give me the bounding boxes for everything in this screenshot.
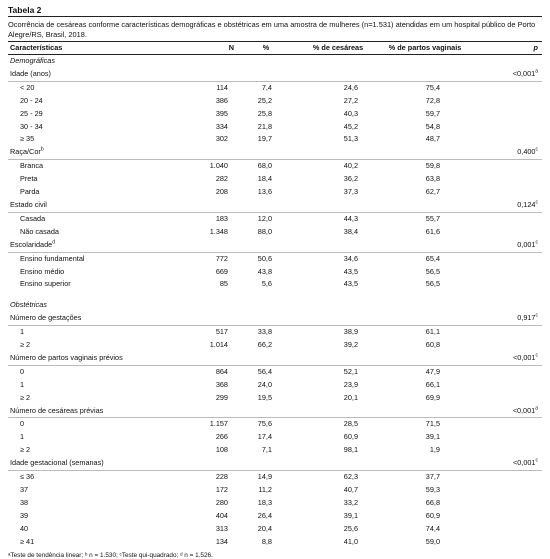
- count-cell: 183: [215, 213, 228, 223]
- count-cell: 299: [215, 392, 228, 402]
- vaginal-percent-cell: 66,8: [425, 497, 440, 507]
- p-value-cell: [470, 173, 542, 186]
- cesarean-percent-cell: 45,2: [343, 121, 358, 131]
- table-row: [8, 471, 542, 484]
- percent-cell: 21,8: [257, 121, 272, 131]
- count-cell: 302: [215, 134, 228, 144]
- group-label: [8, 405, 470, 418]
- category-label: ≥ 35: [20, 134, 35, 144]
- count-cell: 208: [215, 187, 228, 197]
- spacer-row: [8, 291, 542, 299]
- percent-cell: 33,8: [257, 327, 272, 337]
- p-value-cell: [470, 365, 542, 378]
- table-row: [8, 523, 542, 536]
- vaginal-percent-cell: 1,9: [429, 445, 440, 455]
- cesarean-percent-cell: 27,2: [343, 95, 358, 105]
- vaginal-percent-cell: 61,1: [425, 327, 440, 337]
- vaginal-percent-cell: 69,9: [425, 392, 440, 402]
- category-label: ≥ 2: [20, 392, 31, 402]
- percent-cell: 26,4: [257, 510, 272, 520]
- cesarean-percent-cell: 23,9: [343, 379, 358, 389]
- table-row: [8, 186, 542, 199]
- vaginal-percent-cell: 60,8: [425, 340, 440, 350]
- p-value-cell: [470, 108, 542, 121]
- cesarean-percent-cell: 33,2: [343, 497, 358, 507]
- cesarean-percent-cell: 43,5: [343, 279, 358, 289]
- table-page: [8, 4, 542, 559]
- table-title: Tabela 2: [8, 4, 542, 17]
- section-label: Obstétricas: [10, 300, 47, 310]
- p-value-cell: [470, 379, 542, 392]
- p-value-footnote-marker: c: [535, 239, 538, 246]
- table-row: [8, 252, 542, 265]
- table-row: [8, 121, 542, 134]
- group-row: [8, 312, 542, 325]
- section-row: [8, 55, 542, 68]
- group-label: [8, 68, 470, 81]
- p-value-cell: [470, 471, 542, 484]
- category-label: 38: [20, 497, 29, 507]
- p-value-text: 0,917: [517, 313, 536, 323]
- cesarean-percent-cell: 60,9: [343, 432, 358, 442]
- cesarean-percent-cell: 98,1: [343, 445, 358, 455]
- group-row: [8, 199, 542, 212]
- group-row: [8, 405, 542, 418]
- cesarean-percent-cell: 44,3: [343, 213, 358, 223]
- table-row: [8, 81, 542, 94]
- cesarean-percent-cell: 38,4: [343, 226, 358, 236]
- table-row: [8, 444, 542, 457]
- vaginal-percent-cell: 55,7: [425, 213, 440, 223]
- table-row: [8, 418, 542, 431]
- table-row: [8, 510, 542, 523]
- p-value: [470, 199, 542, 212]
- category-label: 1: [20, 432, 25, 442]
- category-label: Ensino médio: [20, 266, 65, 276]
- count-cell: 517: [215, 327, 228, 337]
- percent-cell: 43,8: [257, 266, 272, 276]
- cesarean-percent-cell: 25,6: [343, 523, 358, 533]
- p-value-text: <0,001: [512, 458, 536, 468]
- count-cell: 134: [215, 536, 228, 546]
- header-characteristics: Características: [8, 42, 178, 55]
- count-cell: 313: [215, 523, 228, 533]
- p-value: [470, 312, 542, 325]
- table-row: [8, 379, 542, 392]
- p-value-cell: [470, 326, 542, 339]
- table-row: [8, 226, 542, 239]
- group-label: [8, 199, 470, 212]
- group-label-text: Idade (anos): [10, 68, 51, 78]
- category-label: ≥ 41: [20, 536, 35, 546]
- table-row: [8, 431, 542, 444]
- p-value-cell: [470, 252, 542, 265]
- category-label: < 20: [20, 82, 35, 92]
- p-value: [470, 405, 542, 418]
- p-value-text: <0,001: [512, 352, 536, 362]
- count-cell: 1.348: [209, 226, 228, 236]
- vaginal-percent-cell: 56,5: [425, 279, 440, 289]
- count-cell: 404: [215, 510, 228, 520]
- header-cesarean-percent: % de cesáreas: [296, 42, 380, 55]
- percent-cell: 7,4: [261, 82, 272, 92]
- cesarean-percent-cell: 43,5: [343, 266, 358, 276]
- category-label: 0: [20, 419, 25, 429]
- p-value-cell: [470, 484, 542, 497]
- p-value-cell: [470, 536, 542, 549]
- table-row: [8, 266, 542, 279]
- vaginal-percent-cell: 56,5: [425, 266, 440, 276]
- p-value-cell: [470, 186, 542, 199]
- table-row: [8, 173, 542, 186]
- p-value: [470, 457, 542, 470]
- p-value-text: 0,124: [517, 199, 536, 209]
- table-row: [8, 365, 542, 378]
- cesarean-percent-cell: 40,3: [343, 108, 358, 118]
- header-percent: %: [236, 42, 296, 55]
- p-value-cell: [470, 95, 542, 108]
- percent-cell: 25,2: [257, 95, 272, 105]
- percent-cell: 25,8: [257, 108, 272, 118]
- table-row: [8, 339, 542, 352]
- cesarean-percent-cell: 34,6: [343, 253, 358, 263]
- p-value-cell: [470, 81, 542, 94]
- count-cell: 1.040: [209, 161, 228, 171]
- vaginal-percent-cell: 65,4: [425, 253, 440, 263]
- percent-cell: 18,4: [257, 174, 272, 184]
- percent-cell: 18,3: [257, 497, 272, 507]
- percent-cell: 12,0: [257, 213, 272, 223]
- p-value-cell: [470, 418, 542, 431]
- category-label: 30 - 34: [20, 121, 43, 131]
- p-value-cell: [470, 226, 542, 239]
- group-label-text: Número de cesáreas prévias: [10, 405, 104, 415]
- group-label: [8, 457, 470, 470]
- percent-cell: 24,0: [257, 379, 272, 389]
- table-row: [8, 392, 542, 405]
- section-label: Demográficas: [10, 56, 56, 65]
- group-row: [8, 146, 542, 159]
- group-row: [8, 68, 542, 81]
- group-label-text: Idade gestacional (semanas): [10, 458, 104, 468]
- p-value-cell: [470, 212, 542, 225]
- header-row: [8, 42, 542, 55]
- group-label-text: Escolaridade: [10, 239, 53, 249]
- group-label-text: Número de partos vaginais prévios: [10, 352, 123, 362]
- category-label: 1: [20, 379, 25, 389]
- count-cell: 772: [215, 253, 228, 263]
- percent-cell: 75,6: [257, 419, 272, 429]
- cesarean-percent-cell: 38,9: [343, 327, 358, 337]
- p-value-cell: [470, 523, 542, 536]
- header-vaginal-percent: % de partos vaginais: [380, 42, 470, 55]
- cesarean-percent-cell: 20,1: [343, 392, 358, 402]
- category-label: 20 - 24: [20, 95, 43, 105]
- category-label: ≥ 2: [20, 340, 31, 350]
- cesarean-percent-cell: 36,2: [343, 174, 358, 184]
- vaginal-percent-cell: 61,6: [425, 226, 440, 236]
- vaginal-percent-cell: 59,7: [425, 108, 440, 118]
- group-row: [8, 352, 542, 365]
- table-row: [8, 160, 542, 173]
- vaginal-percent-cell: 63,8: [425, 174, 440, 184]
- percent-cell: 17,4: [257, 432, 272, 442]
- p-value-cell: [470, 431, 542, 444]
- vaginal-percent-cell: 48,7: [425, 134, 440, 144]
- percent-cell: 7,1: [261, 445, 272, 455]
- table-caption: Ocorrência de cesáreas conforme características demográficas e obstétricas em uma amostra de mulheres (n=1.531) atendidas em um hospital público de Porto Alegre/RS, Brasil, 2018.: [8, 20, 536, 39]
- label-footnote-marker: b: [40, 146, 44, 153]
- table-row: [8, 212, 542, 225]
- vaginal-percent-cell: 59,8: [425, 161, 440, 171]
- count-cell: 334: [215, 121, 228, 131]
- p-value-cell: [470, 160, 542, 173]
- percent-cell: 13,6: [257, 187, 272, 197]
- group-row: [8, 457, 542, 470]
- count-cell: 368: [215, 379, 228, 389]
- p-value-cell: [470, 510, 542, 523]
- count-cell: 280: [215, 497, 228, 507]
- p-value-cell: [470, 266, 542, 279]
- p-value-footnote-marker: c: [535, 352, 538, 359]
- count-cell: 395: [215, 108, 228, 118]
- group-label: [8, 239, 470, 252]
- spacer-cell: [8, 291, 542, 299]
- group-label-text: Estado civil: [10, 199, 47, 209]
- cesarean-percent-cell: 40,2: [343, 161, 358, 171]
- category-label: Não casada: [20, 226, 59, 236]
- vaginal-percent-cell: 75,4: [425, 82, 440, 92]
- vaginal-percent-cell: 71,5: [425, 419, 440, 429]
- table-row: [8, 278, 542, 291]
- vaginal-percent-cell: 62,7: [425, 187, 440, 197]
- count-cell: 114: [216, 82, 228, 92]
- group-label: [8, 312, 470, 325]
- cesarean-percent-cell: 24,6: [343, 82, 358, 92]
- category-label: Parda: [20, 187, 40, 197]
- vaginal-percent-cell: 37,7: [425, 472, 440, 482]
- percent-cell: 8,8: [261, 536, 272, 546]
- table-row: [8, 497, 542, 510]
- p-value-text: <0,001: [512, 405, 536, 415]
- category-label: Casada: [20, 213, 46, 223]
- percent-cell: 88,0: [257, 226, 272, 236]
- vaginal-percent-cell: 39,1: [425, 432, 440, 442]
- percent-cell: 56,4: [257, 366, 272, 376]
- table-row: [8, 108, 542, 121]
- group-label: [8, 352, 470, 365]
- table-footnote: ᵃTeste de tendência linear; ᵇ n = 1.530; ᶜTeste qui-quadrado; ᵈ n = 1.526.: [8, 551, 213, 559]
- p-value-footnote-marker: a: [535, 405, 538, 412]
- cesarean-percent-cell: 51,3: [343, 134, 358, 144]
- cesarean-percent-cell: 39,1: [343, 510, 358, 520]
- group-row: [8, 239, 542, 252]
- vaginal-percent-cell: 66,1: [425, 379, 440, 389]
- percent-cell: 66,2: [257, 340, 272, 350]
- data-table: [8, 41, 542, 549]
- cesarean-percent-cell: 39,2: [343, 340, 358, 350]
- section-row: [8, 299, 542, 312]
- percent-cell: 19,7: [257, 134, 272, 144]
- count-cell: 669: [215, 266, 228, 276]
- p-value-text: 0,001: [517, 239, 536, 249]
- p-value-cell: [470, 339, 542, 352]
- label-footnote-marker: d: [52, 239, 55, 246]
- cesarean-percent-cell: 62,3: [343, 472, 358, 482]
- percent-cell: 5,6: [261, 279, 272, 289]
- category-label: Branca: [20, 161, 44, 171]
- category-label: ≤ 36: [20, 472, 35, 482]
- cesarean-percent-cell: 28,5: [343, 419, 358, 429]
- group-label-text: Raça/Cor: [10, 147, 41, 157]
- category-label: 40: [20, 523, 29, 533]
- p-value: [470, 68, 542, 81]
- category-label: 37: [20, 485, 29, 494]
- table-body: [8, 55, 542, 549]
- vaginal-percent-cell: 59,3: [425, 485, 440, 494]
- p-value-text: <0,001: [512, 68, 536, 78]
- count-cell: 282: [215, 174, 228, 184]
- count-cell: 386: [215, 95, 228, 105]
- percent-cell: 68,0: [257, 161, 272, 171]
- p-value-cell: [470, 497, 542, 510]
- count-cell: 864: [215, 366, 228, 376]
- category-label: Ensino fundamental: [20, 253, 85, 263]
- p-value-cell: [470, 121, 542, 134]
- category-label: Ensino superior: [20, 279, 71, 289]
- p-value: [470, 239, 542, 252]
- category-label: 39: [20, 510, 29, 520]
- category-label: ≥ 2: [20, 445, 31, 455]
- cesarean-percent-cell: 37,3: [343, 187, 358, 197]
- cesarean-percent-cell: 41,0: [343, 536, 358, 546]
- group-label-text: Número de gestações: [10, 313, 82, 323]
- p-value-cell: [470, 392, 542, 405]
- category-label: 1: [20, 327, 25, 337]
- vaginal-percent-cell: 59,0: [425, 536, 440, 546]
- percent-cell: 14,9: [257, 472, 272, 482]
- vaginal-percent-cell: 74,4: [425, 523, 440, 533]
- category-label: 25 - 29: [20, 108, 43, 118]
- cesarean-percent-cell: 40,7: [343, 485, 358, 494]
- table-row: [8, 536, 542, 549]
- p-value-footnote-marker: c: [535, 199, 538, 206]
- table-row: [8, 326, 542, 339]
- p-value-footnote-marker: c: [535, 457, 538, 464]
- p-value-footnote-marker: c: [535, 146, 538, 153]
- vaginal-percent-cell: 54,8: [425, 121, 440, 131]
- count-cell: 85: [219, 279, 228, 289]
- category-label: Preta: [20, 174, 38, 184]
- percent-cell: 50,6: [257, 253, 272, 263]
- p-value-footnote-marker: c: [535, 312, 538, 319]
- p-value: [470, 352, 542, 365]
- table-row: [8, 484, 542, 497]
- p-value-text: 0,400: [517, 147, 536, 157]
- group-label: [8, 146, 470, 159]
- p-value-cell: [470, 133, 542, 146]
- percent-cell: 20,4: [257, 523, 272, 533]
- count-cell: 1.014: [209, 340, 228, 350]
- count-cell: 108: [215, 445, 228, 455]
- percent-cell: 11,2: [258, 485, 272, 494]
- count-cell: 266: [215, 432, 228, 442]
- cesarean-percent-cell: 52,1: [343, 366, 358, 376]
- table-row: [8, 95, 542, 108]
- header-n: N: [178, 42, 236, 55]
- p-value-cell: [470, 278, 542, 291]
- count-cell: 228: [215, 472, 228, 482]
- header-p-value: p: [470, 42, 542, 55]
- count-cell: 1.157: [209, 419, 228, 429]
- percent-cell: 19,5: [257, 392, 272, 402]
- vaginal-percent-cell: 72,8: [425, 95, 440, 105]
- vaginal-percent-cell: 60,9: [425, 510, 440, 520]
- table-row: [8, 133, 542, 146]
- category-label: 0: [20, 366, 25, 376]
- p-value: [470, 146, 542, 159]
- vaginal-percent-cell: 47,9: [425, 366, 440, 376]
- p-value-footnote-marker: a: [535, 68, 538, 75]
- count-cell: 172: [215, 485, 228, 494]
- p-value-cell: [470, 444, 542, 457]
